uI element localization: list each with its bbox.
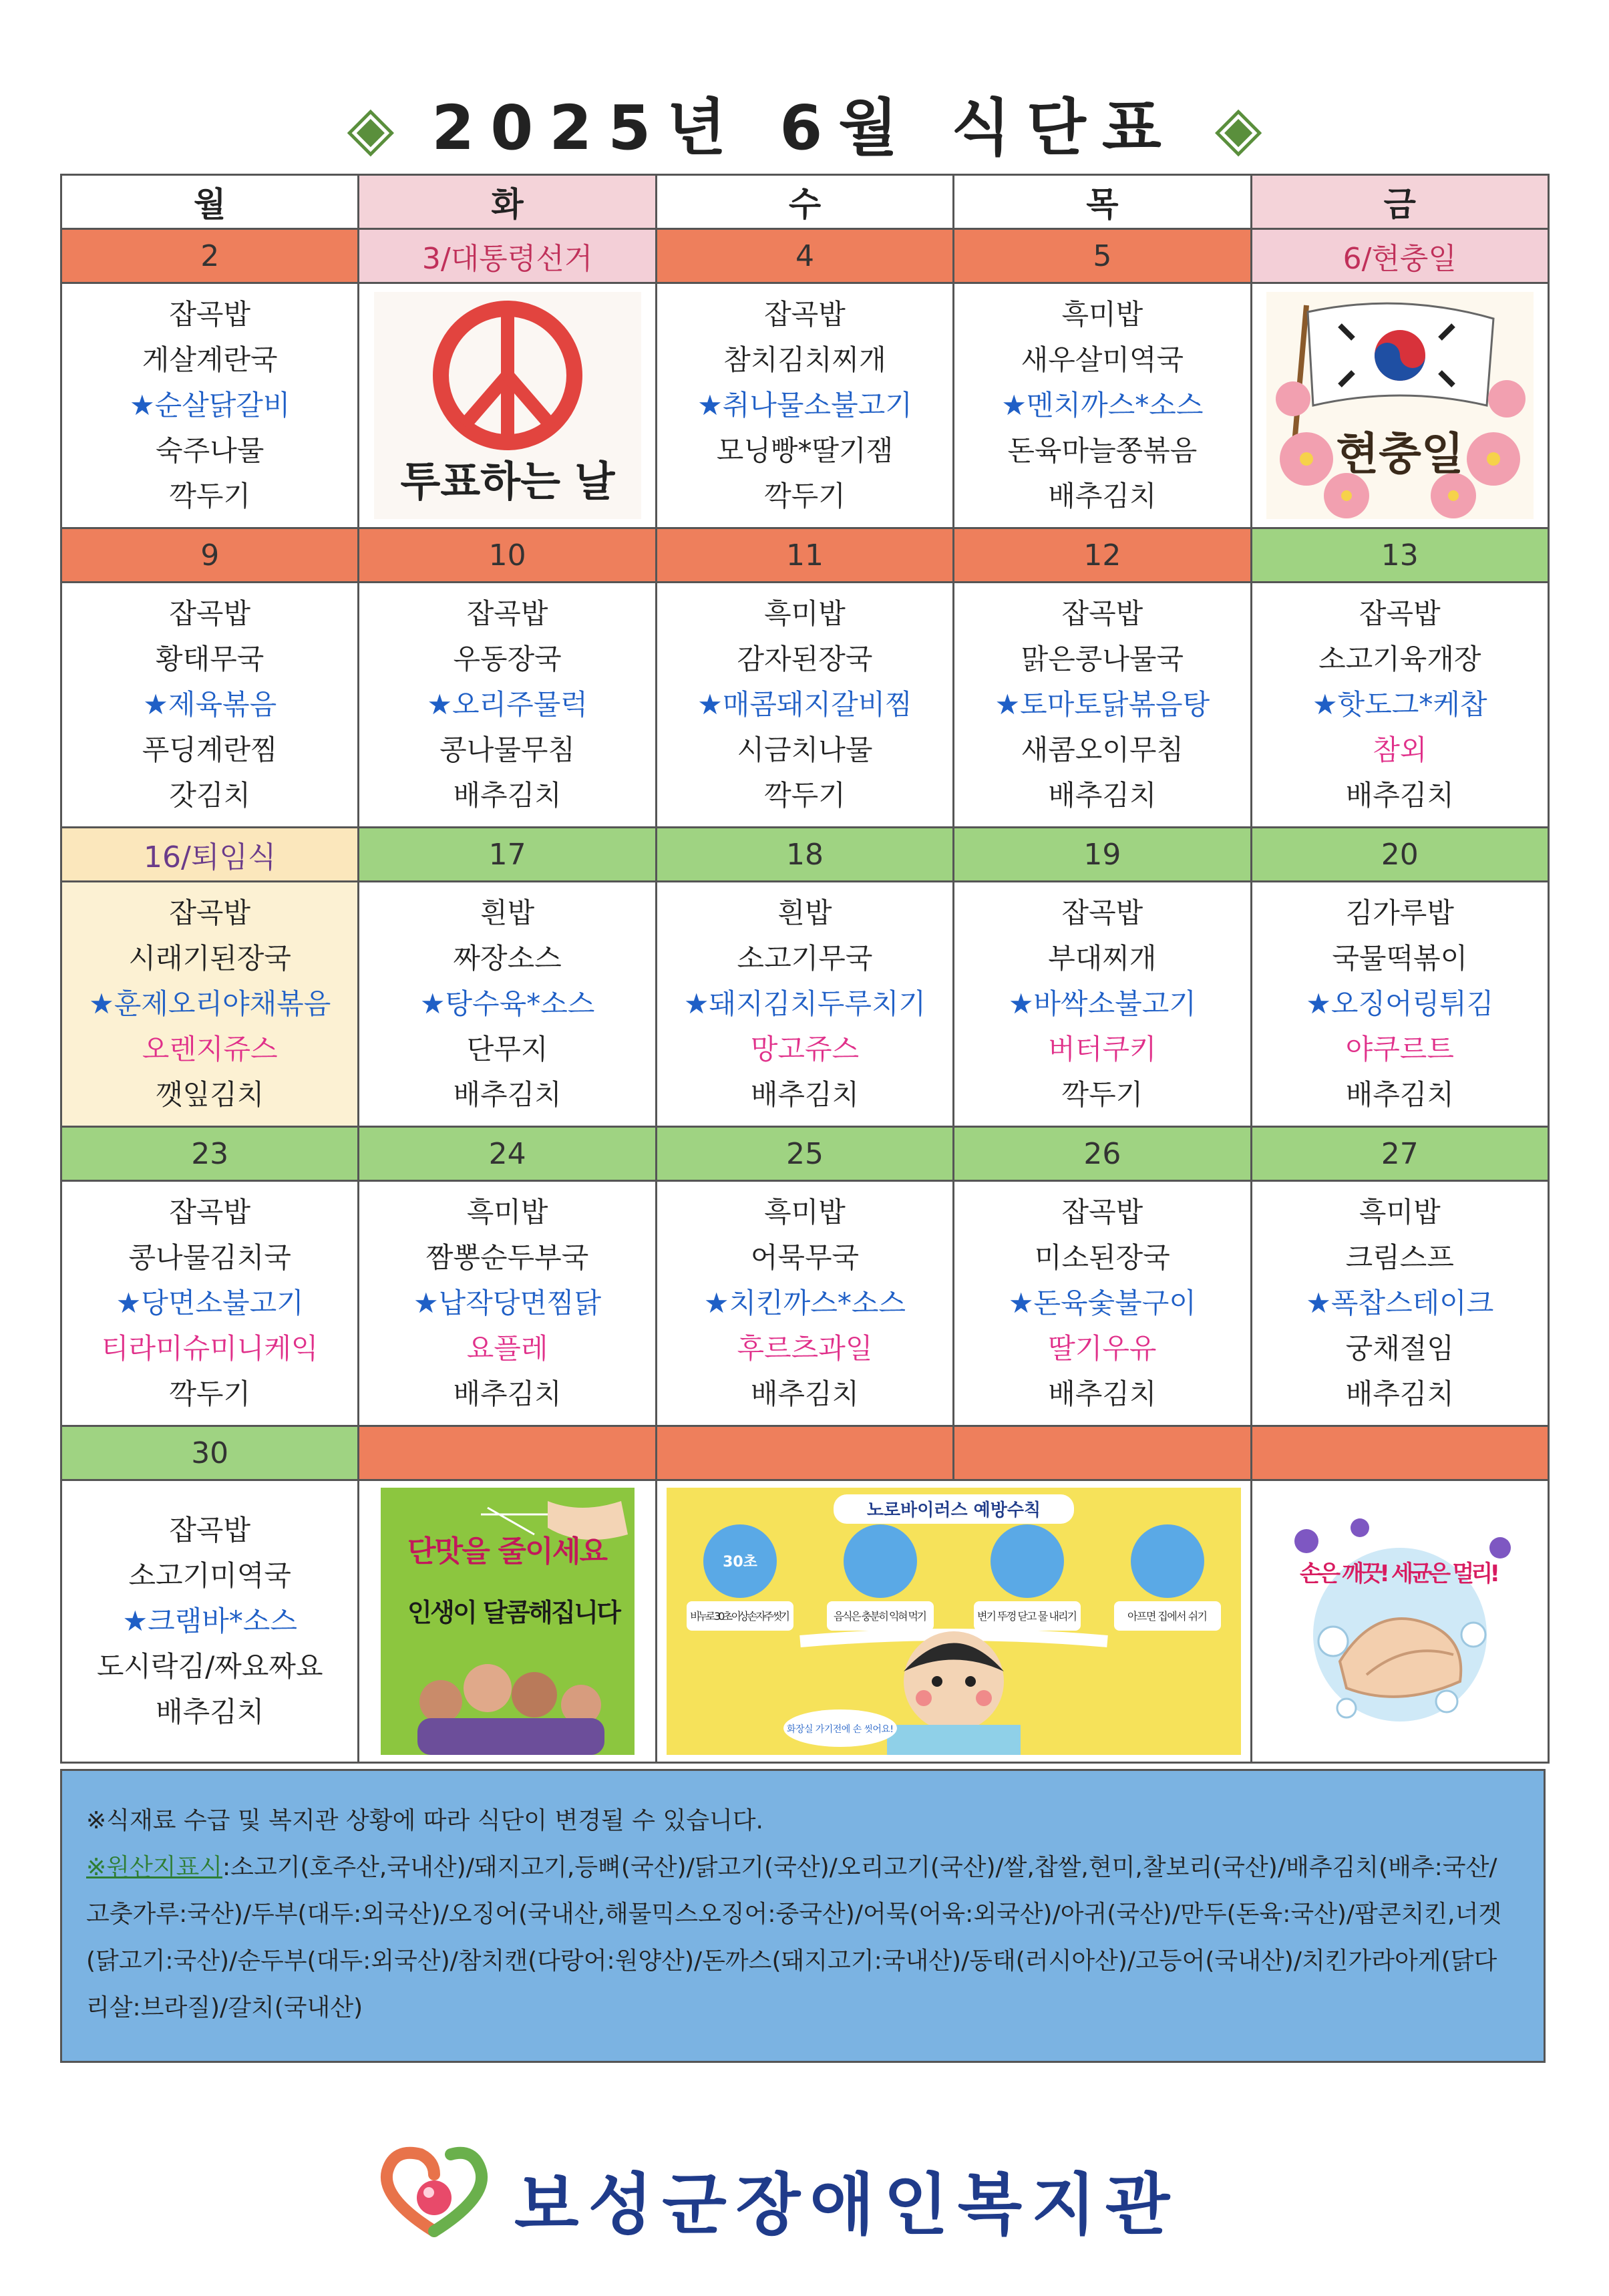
title-text: 2025년 6월 식단표: [431, 92, 1178, 164]
menu-item: 잡곡밥: [169, 298, 251, 331]
norovirus-poster: [667, 1488, 1241, 1755]
memorial-day-illustration: [1266, 292, 1534, 519]
menu-cell: [954, 882, 1251, 1127]
memorial-image-cell: [1251, 283, 1548, 528]
handwash-illustration: [1266, 1508, 1534, 1735]
menu-cell: [954, 1181, 1251, 1426]
menu-item: 흑미밥: [764, 597, 846, 630]
menu-row: [61, 882, 1549, 1127]
menu-item: 콩나물무침: [439, 733, 576, 766]
notice-line: ※식재료 수급 및 복지관 상황에 따라 식단이 변경될 수 있습니다.: [86, 1807, 763, 1834]
origin-text: :소고기(호주산,국내산)/돼지고기,등뼈(국산)/닭고기(국산)/오리고기(국산)/쌀,찹쌀,현미,찰보리(국산)/배추김치(배추:국산/고춧가루:국산)/두부(대두:외국산)/오징어(국내산,해물믹스오징어:중국산)/어묵(어육:외국산)/아귀(국산)/만두(돈육:국산)/팝콘치킨,너겟(닭고기:국산)/순두부(대두:외국산)/참치캔(다랑어:원양산)/돈까스(돼지고기:국내산)/동태(러시아산)/고등어(국내산)/치킨가라아게(닭다리살:브라질)/갈치(국내산): [86, 1854, 1502, 2021]
noro-title: 노로바이러스 예방수칙: [866, 1500, 1041, 1520]
date-cell: 17: [359, 828, 656, 882]
menu-cell: [61, 1480, 359, 1763]
menu-item: 시금치나물: [737, 733, 873, 766]
menu-cell: [359, 583, 656, 828]
menu-cell: [1251, 1181, 1548, 1426]
date-cell: [359, 1426, 656, 1480]
menu-item: 국물떡볶이: [1332, 942, 1468, 975]
menu-item: [62, 1644, 357, 1689]
menu-item: 궁채절임: [1345, 1332, 1454, 1365]
menu-item: 갓김치: [169, 779, 251, 812]
menu-item: 김가루밥: [1345, 896, 1454, 929]
noro-30-label: 30초: [722, 1554, 757, 1571]
menu-row: [61, 1480, 1549, 1763]
menu-item-main: ★탕수육*소스: [419, 987, 595, 1020]
menu-item: 잡곡밥: [1061, 597, 1143, 630]
date-cell: 20: [1251, 828, 1548, 882]
menu-cell: [61, 583, 359, 828]
date-cell: 12: [954, 528, 1251, 583]
weekday-header: [61, 175, 1549, 229]
footer: [0, 2144, 1609, 2244]
weekday-thu: 목: [954, 175, 1251, 229]
menu-item-main: ★훈제오리야채볶음: [89, 987, 331, 1020]
menu-item: 감자된장국: [737, 643, 873, 675]
menu-item: 모닝빵*딸기잼: [716, 434, 894, 467]
menu-item-main: ★오징어링튀김: [1306, 987, 1494, 1020]
menu-item-main: ★당면소불고기: [116, 1287, 304, 1319]
vote-text: 투표하는 날: [400, 457, 615, 506]
sugar-poster-cell: [359, 1480, 656, 1763]
menu-item: 깍두기: [169, 1377, 251, 1410]
menu-item: 배추김치: [750, 1078, 860, 1111]
menu-item: 잡곡밥: [1061, 1196, 1143, 1228]
menu-row: [61, 283, 1549, 528]
menu-item-main: ★돼지김치두루치기: [683, 987, 926, 1020]
menu-item-main: ★순살닭갈비: [129, 389, 291, 422]
menu-item: 깍두기: [764, 779, 846, 812]
menu-item: 깍두기: [169, 480, 251, 512]
menu-item-main: ★취나물소불고기: [697, 389, 912, 422]
menu-item-dessert: 후르츠과일: [737, 1332, 873, 1365]
date-cell: 19: [954, 828, 1251, 882]
menu-item-dessert: 티라미슈미니케익: [101, 1332, 319, 1365]
menu-cell: [61, 283, 359, 528]
page-title: [0, 79, 1609, 167]
menu-item: 소고기육개장: [1318, 643, 1481, 675]
menu-item: 황태무국: [156, 643, 264, 675]
origin-label: ※원산지표시: [86, 1854, 223, 1881]
menu-item: 깍두기: [764, 480, 846, 512]
menu-item: 흑미밥: [764, 1196, 846, 1228]
menu-item: 배추김치: [1048, 1377, 1157, 1410]
menu-item: 흰밥: [777, 896, 832, 929]
norovirus-poster-cell: [656, 1480, 1251, 1763]
heart-logo-icon: [374, 2144, 494, 2238]
menu-item: 흑미밥: [1061, 298, 1143, 331]
weekday-fri: 금: [1251, 175, 1548, 229]
menu-cell: [61, 882, 359, 1127]
date-cell: 5: [954, 229, 1251, 283]
menu-cell: [656, 283, 953, 528]
menu-item: 콩나물김치국: [128, 1241, 291, 1274]
menu-item: 흰밥: [480, 896, 535, 929]
menu-item-dessert: 요플레: [466, 1332, 548, 1365]
menu-item: 잡곡밥: [169, 896, 251, 929]
weekday-mon: 월: [61, 175, 359, 229]
menu-item: 어묵무국: [750, 1241, 860, 1274]
vote-illustration: [374, 292, 641, 519]
menu-cell: [954, 283, 1251, 528]
menu-row: [61, 583, 1549, 828]
menu-cell: [656, 1181, 953, 1426]
date-row: [61, 528, 1549, 583]
menu-item: 미소된장국: [1034, 1241, 1170, 1274]
date-cell: 25: [656, 1127, 953, 1181]
menu-item-dessert: 망고쥬스: [750, 1033, 860, 1065]
date-row: [61, 828, 1549, 882]
date-cell: 18: [656, 828, 953, 882]
menu-item: 흑미밥: [466, 1196, 548, 1228]
menu-item: 짬뽕순두부국: [425, 1241, 589, 1274]
menu-item: 시래기된장국: [128, 942, 291, 975]
date-cell: 9: [61, 528, 359, 583]
date-cell: 10: [359, 528, 656, 583]
date-cell: 27: [1251, 1127, 1548, 1181]
menu-item: 잡곡밥: [169, 597, 251, 630]
menu-item: 소고기무국: [737, 942, 873, 975]
title-mark-right: ◈: [1214, 92, 1262, 164]
menu-item: 부대찌개: [1048, 942, 1157, 975]
menu-item: 단무지: [466, 1033, 548, 1065]
menu-item: 우동장국: [453, 643, 562, 675]
menu-item: 배추김치: [453, 779, 562, 812]
menu-item: 숙주나물: [156, 434, 264, 467]
date-cell: 16/퇴임식: [61, 828, 359, 882]
menu-cell: [61, 1181, 359, 1426]
vote-image-cell: [359, 283, 656, 528]
menu-item: 참치김치찌개: [723, 343, 886, 376]
menu-item: 잡곡밥: [1359, 597, 1441, 630]
menu-cell: [656, 882, 953, 1127]
menu-item: 깍두기: [1061, 1078, 1143, 1111]
menu-item: 배추김치: [1048, 480, 1157, 512]
menu-item: 크림스프: [1345, 1241, 1454, 1274]
meal-calendar: [60, 174, 1550, 1764]
menu-item-dessert: 참외: [1373, 733, 1427, 766]
menu-item: 배추김치: [1345, 1377, 1454, 1410]
menu-item: 배추김치: [750, 1377, 860, 1410]
menu-item: 돈육마늘쫑볶음: [1007, 434, 1198, 467]
menu-item: 배추김치: [453, 1078, 562, 1111]
menu-item-main: ★멘치까스*소스: [1001, 389, 1204, 422]
date-cell: 6/현충일: [1251, 229, 1548, 283]
date-cell: 30: [61, 1426, 359, 1480]
menu-item-main: ★토마토닭볶음탕: [995, 688, 1210, 721]
menu-item-dessert: 버터쿠키: [1048, 1033, 1157, 1065]
date-cell: [954, 1426, 1251, 1480]
date-row: [61, 1127, 1549, 1181]
menu-item-main: ★바싹소불고기: [1008, 987, 1196, 1020]
handwash-image-cell: [1251, 1480, 1548, 1763]
menu-item-dessert: 야쿠르트: [1345, 1033, 1454, 1065]
menu-item: 잡곡밥: [466, 597, 548, 630]
menu-item: 잡곡밥: [1061, 896, 1143, 929]
date-cell: 2: [61, 229, 359, 283]
title-mark-left: ◈: [347, 92, 395, 164]
menu-cell: [954, 583, 1251, 828]
origin-notice: [86, 1844, 1519, 2031]
menu-item: 깻잎김치: [156, 1078, 264, 1111]
date-row: [61, 229, 1549, 283]
date-cell: 26: [954, 1127, 1251, 1181]
noro-step-2: 음식은 충분히 익혀 먹기: [833, 1610, 927, 1623]
memorial-text: 현충일: [1336, 428, 1464, 480]
weekday-tue: 화: [359, 175, 656, 229]
menu-item: 배추김치: [1345, 779, 1454, 812]
menu-cell: [1251, 583, 1548, 828]
menu-item: 배추김치: [1048, 779, 1157, 812]
less-sugar-poster: [381, 1488, 635, 1755]
date-cell: [656, 1426, 953, 1480]
menu-item: 게살계란국: [142, 343, 278, 376]
date-cell: 11: [656, 528, 953, 583]
date-cell: 24: [359, 1127, 656, 1181]
menu-item-main: ★제육볶음: [143, 688, 277, 721]
menu-item-main: ★납작당면찜닭: [413, 1287, 602, 1319]
menu-item: 흑미밥: [1359, 1196, 1441, 1228]
menu-item-main: ★매콤돼지갈비찜: [697, 688, 912, 721]
menu-item-main: ★크램바*소스: [122, 1605, 297, 1637]
date-cell: 4: [656, 229, 953, 283]
menu-item-dessert: 오렌지쥬스: [142, 1033, 278, 1065]
weekday-wed: 수: [656, 175, 953, 229]
sugar-text-2: 인생이 달콤해집니다: [407, 1598, 621, 1627]
noro-step-4: 아프면 집에서 쉬기: [1127, 1610, 1208, 1623]
sugar-text-1: 단맛을 줄이세요: [407, 1534, 608, 1569]
menu-item-dessert: 딸기우유: [1048, 1332, 1157, 1365]
menu-item-main: ★오리주물럭: [427, 688, 588, 721]
notice-box: [60, 1769, 1546, 2063]
menu-item: 짜장소스: [453, 942, 562, 975]
date-cell: 23: [61, 1127, 359, 1181]
menu-item: 배추김치: [453, 1377, 562, 1410]
menu-item: 배추김치: [1345, 1078, 1454, 1111]
date-cell: 13: [1251, 528, 1548, 583]
noro-bubble: 화장실 가기전에 손 씻어요!: [786, 1724, 894, 1735]
menu-item-main: ★돈육숯불구이: [1008, 1287, 1196, 1319]
date-cell: 3/대통령선거: [359, 229, 656, 283]
menu-item: 맑은콩나물국: [1021, 643, 1184, 675]
menu-item: 배추김치: [156, 1695, 264, 1728]
menu-item-lunchbox: 도시락김/짜요짜요: [96, 1650, 323, 1683]
menu-cell: [1251, 882, 1548, 1127]
menu-item: 소고기미역국: [128, 1559, 291, 1592]
menu-item: 새콤오이무침: [1021, 733, 1184, 766]
menu-item: 푸딩계란찜: [142, 733, 278, 766]
menu-item-main: ★치킨까스*소스: [703, 1287, 906, 1319]
date-row: [61, 1426, 1549, 1480]
date-cell: [1251, 1426, 1548, 1480]
hand-text: 손은 깨끗! 세균은 멀리!: [1299, 1561, 1500, 1587]
menu-cell: [359, 882, 656, 1127]
menu-item: 잡곡밥: [764, 298, 846, 331]
noro-step-1: 비누로 30초 이상 손 자주 씻기: [689, 1610, 790, 1623]
menu-item: 잡곡밥: [169, 1196, 251, 1228]
menu-cell: [359, 1181, 656, 1426]
menu-item: 새우살미역국: [1021, 343, 1184, 376]
menu-item-main: ★핫도그*케찹: [1312, 688, 1487, 721]
menu-item-main: ★폭찹스테이크: [1306, 1287, 1494, 1319]
menu-row: [61, 1181, 1549, 1426]
noro-step-3: 변기 뚜껑 닫고 물 내리기: [976, 1610, 1077, 1623]
menu-item: 잡곡밥: [169, 1514, 251, 1546]
organization-name: 보성군장애인복지관: [514, 2166, 1180, 2244]
menu-cell: [656, 583, 953, 828]
